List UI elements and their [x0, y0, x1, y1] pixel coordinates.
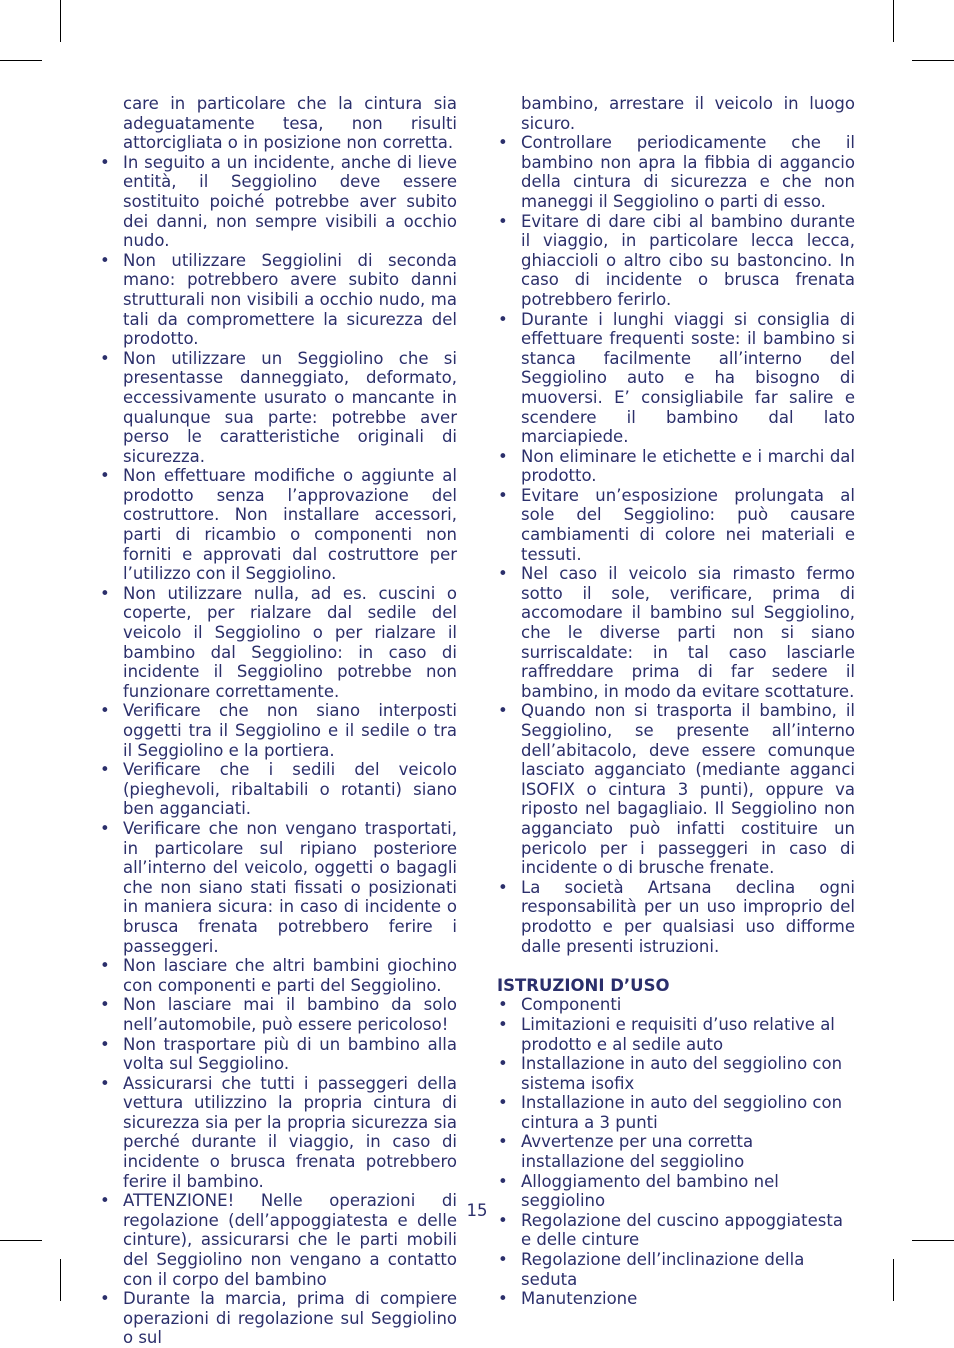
left-bullet-item-text: Non utilizzare Seggiolini di seconda mano: potrebbero avere subito danni strutturali non visibili a occhio nudo, ma tali da compromettere la sicurezza del prodotto.	[123, 250, 457, 349]
left-bullet-item	[99, 584, 457, 702]
left-bullet-item	[99, 760, 457, 819]
bullet-icon: •	[498, 1210, 508, 1230]
right-bullet-item	[497, 486, 855, 564]
left-bullet-item	[99, 251, 457, 349]
left-bullet-item-text: In seguito a un incidente, anche di lieve entità, il Seggiolino deve essere sostituito poiché potrebbe aver subito dei danni, non sempre visibili a occhio nudo.	[123, 152, 457, 251]
bullet-icon: •	[100, 583, 110, 603]
right-bullet-item	[497, 310, 855, 447]
crop-mark-bottom-left-horizontal	[0, 1240, 42, 1241]
right-bullet-item-text: Controllare periodicamente che il bambino non apra la fibbia di aggancio della cintura di sicurezza e che non maneggi il Seggiolino o parti di esso.	[521, 133, 855, 211]
left-bullet-list	[99, 153, 457, 1348]
right-lead-paragraph: bambino, arrestare il veicolo in luogo sicuro.	[521, 94, 855, 133]
crop-mark-top-right-horizontal	[912, 60, 954, 61]
contents-item	[497, 995, 855, 1015]
bullet-icon: •	[100, 250, 110, 270]
bullet-icon: •	[100, 1034, 110, 1054]
contents-item-text: Installazione in auto del seggiolino con cintura a 3 punti	[521, 1093, 843, 1132]
section-title-istruzioni: ISTRUZIONI D’USO	[497, 975, 670, 995]
right-bullet-item-text: Durante i lunghi viaggi si consiglia di effettuare frequenti soste: il bambino si stanca facilmente all’interno del Seggiolino auto e ha bisogno di muoversi. E’ consigliabile far salire e scendere il bambino dal lato marciapiede.	[521, 309, 855, 447]
bullet-icon: •	[498, 446, 508, 466]
right-bullet-item-text: Evitare di dare cibi al bambino durante il viaggio, in particolare lecca lecca, ghiaccioli o altro cibo su bastoncino. In caso di incidente o brusca frenata potrebbero ferirlo.	[521, 211, 855, 309]
bullet-icon: •	[100, 818, 110, 838]
right-bullet-item	[497, 133, 855, 211]
bullet-icon: •	[100, 152, 110, 172]
contents-item-text: Manutenzione	[521, 1289, 638, 1309]
crop-mark-bottom-right-vertical	[893, 1259, 894, 1301]
contents-item	[497, 1015, 855, 1054]
crop-mark-bottom-right-horizontal	[912, 1240, 954, 1241]
right-column	[497, 94, 855, 1309]
bullet-icon: •	[498, 1132, 508, 1152]
bullet-icon: •	[498, 485, 508, 505]
left-bullet-item-text: Assicurarsi che tutti i passeggeri della vettura utilizzino la propria cintura di sicurezza sia per la propria sicurezza sia perché durante il viaggio, in caso di incidente o brusca frenata potrebbero ferire il bambino.	[123, 1073, 457, 1191]
bullet-icon: •	[100, 760, 110, 780]
right-bullet-item-text: Quando non si trasporta il bambino, il Seggiolino, se presente all’interno dell’abitacolo, deve essere comunque lasciato agganciato (mediante agganci ISOFIX o cintura 3 punti), oppure va riposto nel bagagliaio. Il Seggiolino non agganciato può infatti costituire un pericolo per i passeggeri in caso di incidente o di brusche frenate.	[521, 701, 855, 878]
left-bullet-item	[99, 153, 457, 251]
right-bullet-item	[497, 701, 855, 877]
crop-mark-top-left-horizontal	[0, 60, 42, 61]
bullet-icon: •	[100, 1073, 110, 1093]
bullet-icon: •	[100, 348, 110, 368]
contents-item-text: Limitazioni e requisiti d’uso relative al prodotto e al sedile auto	[521, 1014, 835, 1054]
bullet-icon: •	[498, 133, 508, 153]
left-bullet-item	[99, 349, 457, 467]
left-bullet-item	[99, 1035, 457, 1074]
contents-item-text: Regolazione del cuscino appoggiatesta e delle cinture	[521, 1210, 843, 1250]
contents-item-text: Componenti	[521, 995, 622, 1015]
bullet-icon: •	[498, 1289, 508, 1309]
left-bullet-item-text: Verificare che non siano interposti oggetti tra il Seggiolino e il sedile o tra il Seggiolino e la portiera.	[123, 701, 457, 760]
right-bullet-item	[497, 564, 855, 701]
right-bullet-item-text: La società Artsana declina ogni responsabilità per un uso improprio del prodotto e per qualsiasi uso difforme dalle presenti istruzioni.	[521, 877, 855, 956]
crop-mark-top-right-vertical	[893, 0, 894, 42]
bullet-icon: •	[498, 211, 508, 231]
left-bullet-item-text: Non lasciare che altri bambini giochino con componenti e parti del Seggiolino.	[123, 956, 457, 995]
right-bullet-list	[497, 133, 855, 956]
bullet-icon: •	[100, 701, 110, 721]
bullet-icon: •	[498, 309, 508, 329]
right-bullet-item	[497, 447, 855, 486]
contents-item-text: Installazione in auto del seggiolino con sistema isofix	[521, 1054, 843, 1093]
contents-item	[497, 1132, 855, 1171]
contents-item-text: Regolazione dell’inclinazione della seduta	[521, 1250, 805, 1289]
left-bullet-item-text: ATTENZIONE! Nelle operazioni di regolazione (dell’appoggiatesta e delle cinture), assicurarsi che le parti mobili del Seggiolino non vengano a contatto con il corpo del bambino	[123, 1191, 457, 1289]
left-bullet-item	[99, 1289, 457, 1348]
bullet-icon: •	[100, 1191, 110, 1211]
bullet-icon: •	[498, 877, 508, 897]
crop-mark-top-left-vertical	[60, 0, 61, 42]
contents-item-text: Avvertenze per una corretta installazione del seggiolino	[521, 1132, 754, 1172]
bullet-icon: •	[100, 1289, 110, 1309]
left-lead-paragraph: care in particolare che la cintura sia adeguatamente tesa, non risulti attorcigliata o in posizione non corretta.	[123, 94, 457, 153]
contents-item-text: Alloggiamento del bambino nel seggiolino	[521, 1171, 779, 1211]
left-bullet-item	[99, 995, 457, 1034]
left-column	[99, 94, 457, 1348]
left-bullet-item	[99, 819, 457, 956]
bullet-icon: •	[498, 1171, 508, 1191]
bullet-icon: •	[498, 564, 508, 584]
bullet-icon: •	[498, 1054, 508, 1074]
left-bullet-item-text: Non effettuare modifiche o aggiunte al prodotto senza l’approvazione del costruttore. Non installare accessori, parti di ricambio o componenti non forniti e approvati dal costruttore per l’utilizzo con il Seggiolino.	[123, 466, 457, 584]
contents-item	[497, 1289, 855, 1309]
crop-mark-bottom-left-vertical	[60, 1259, 61, 1301]
left-bullet-item	[99, 956, 457, 995]
bullet-icon: •	[498, 1250, 508, 1270]
bullet-icon: •	[498, 701, 508, 721]
instructions-contents-list	[497, 995, 855, 1309]
left-bullet-item-text: Non utilizzare un Seggiolino che si presentasse danneggiato, deformato, eccessivamente usurato o mancante in qualunque sua parte: potrebbe aver perso le caratteristiche originali di sicurezza.	[123, 348, 457, 466]
contents-item	[497, 1093, 855, 1132]
right-bullet-item-text: Evitare un’esposizione prolungata al sole del Seggiolino: può causare cambiamenti di colore nei materiali e tessuti.	[521, 485, 855, 564]
left-bullet-item-text: Non trasportare più di un bambino alla volta sul Seggiolino.	[123, 1034, 457, 1074]
left-bullet-item	[99, 466, 457, 584]
bullet-icon: •	[498, 1093, 508, 1113]
bullet-icon: •	[100, 995, 110, 1015]
left-bullet-item-text: Non lasciare mai il bambino da solo nell’automobile, può essere pericoloso!	[123, 995, 457, 1034]
bullet-icon: •	[498, 995, 508, 1015]
bullet-icon: •	[100, 956, 110, 976]
right-bullet-item-text: Non eliminare le etichette e i marchi dal prodotto.	[521, 446, 855, 486]
left-bullet-item-text: Non utilizzare nulla, ad es. cuscini o coperte, per rialzare dal sedile del veicolo il Seggiolino o per rialzare il bambino dal Seggiolino: in caso di incidente il Seggiolino potrebbe non funzionare correttamente.	[123, 583, 457, 701]
right-bullet-item	[497, 212, 855, 310]
left-bullet-item-text: Verificare che non vengano trasportati, in particolare sul ripiano posteriore all’interno del veicolo, oggetti o bagagli che non siano stati fissati o posizionati in maniera sicura: in caso di incidente o brusca frenata potrebbero ferire i passeggeri.	[123, 818, 457, 956]
left-bullet-item-text: Verificare che i sedili del veicolo (pieghevoli, ribaltabili o rotanti) siano ben agganciati.	[123, 760, 457, 819]
right-bullet-item	[497, 878, 855, 956]
bullet-icon: •	[498, 1014, 508, 1034]
page-number: 15	[466, 1201, 488, 1220]
left-bullet-item	[99, 1074, 457, 1192]
left-bullet-item-text: Durante la marcia, prima di compiere operazioni di regolazione sul Seggiolino o sul	[123, 1289, 457, 1348]
left-bullet-item	[99, 701, 457, 760]
contents-item	[497, 1054, 855, 1093]
bullet-icon: •	[100, 466, 110, 486]
right-bullet-item-text: Nel caso il veicolo sia rimasto fermo sotto il sole, verificare, prima di accomodare il bambino sul Seggiolino, che le diverse parti non si siano surriscaldate: in tal caso lasciarle raffreddare prima di far sedere il bambino, in modo da evitare scottature.	[521, 564, 855, 701]
contents-item	[497, 1250, 855, 1289]
